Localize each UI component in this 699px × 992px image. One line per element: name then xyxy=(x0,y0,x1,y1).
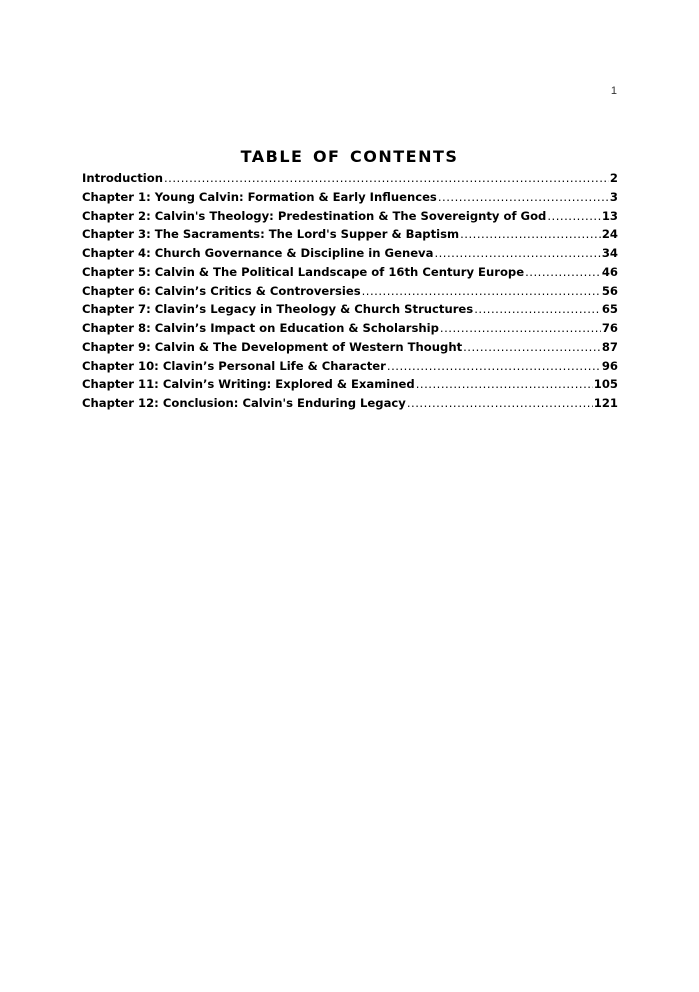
page-number: 1 xyxy=(610,85,617,97)
toc-entry-chapter-2[interactable] xyxy=(82,209,618,228)
toc-entry-chapter-5[interactable] xyxy=(82,265,618,284)
toc-entry-label: Chapter 10: Clavin’s Personal Life & Character xyxy=(82,358,386,373)
toc-dot-leader xyxy=(460,227,601,241)
toc-entry-page: 87 xyxy=(601,339,618,354)
toc-dot-leader xyxy=(438,190,609,204)
toc-entry-page: 2 xyxy=(609,171,618,185)
toc-entry-chapter-11[interactable] xyxy=(82,377,618,396)
toc-entry-chapter-10[interactable] xyxy=(82,359,618,378)
toc-entry-page: 13 xyxy=(601,208,618,223)
toc-entry-chapter-9[interactable] xyxy=(82,340,618,359)
toc-entry-chapter-7[interactable] xyxy=(82,302,618,321)
toc-entry-page: 121 xyxy=(593,396,618,410)
toc-entry-label: Introduction xyxy=(82,171,163,185)
toc-entry-page: 65 xyxy=(601,302,618,317)
toc-entry-chapter-6[interactable] xyxy=(82,284,618,303)
toc-entry-page: 24 xyxy=(601,227,618,242)
toc-dot-leader xyxy=(362,284,601,298)
toc-entry-label: Chapter 12: Conclusion: Calvin's Enduring Legacy xyxy=(82,396,406,410)
toc-entry-chapter-8[interactable] xyxy=(82,321,618,340)
toc-entry-chapter-3[interactable] xyxy=(82,227,618,246)
toc-dot-leader xyxy=(440,321,601,335)
toc-dot-leader xyxy=(164,171,609,185)
toc-entry-label: Chapter 7: Clavin’s Legacy in Theology & Church Structures xyxy=(82,302,474,317)
toc-entry-introduction[interactable] xyxy=(82,171,618,190)
toc-entry-page: 96 xyxy=(601,358,618,373)
toc-list xyxy=(82,171,618,415)
toc-entry-label: Chapter 11: Calvin’s Writing: Explored & Examined xyxy=(82,377,415,392)
toc-entry-label: Chapter 9: Calvin & The Development of Western Thought xyxy=(82,339,463,354)
toc-entry-label: Chapter 5: Calvin & The Political Landscape of 16th Century Europe xyxy=(82,264,525,279)
toc-dot-leader xyxy=(547,209,601,223)
toc-dot-leader xyxy=(525,265,601,279)
toc-entry-label: Chapter 8: Calvin’s Impact on Education & Scholarship xyxy=(82,321,439,335)
toc-entry-label: Chapter 2: Calvin's Theology: Predestination & The Sovereignty of God xyxy=(82,208,547,223)
toc-dot-leader xyxy=(407,396,593,410)
toc-dot-leader xyxy=(416,377,593,391)
toc-entry-page: 56 xyxy=(601,283,618,298)
toc-entry-label: Chapter 3: The Sacraments: The Lord's Supper & Baptism xyxy=(82,227,460,242)
toc-entry-page: 105 xyxy=(593,377,618,392)
toc-entry-chapter-4[interactable] xyxy=(82,246,618,265)
toc-dot-leader xyxy=(463,340,601,354)
toc-entry-page: 76 xyxy=(601,321,618,335)
toc-dot-leader xyxy=(387,359,601,373)
toc-entry-page: 3 xyxy=(609,189,618,204)
toc-dot-leader xyxy=(434,246,600,260)
toc-entry-chapter-12[interactable] xyxy=(82,396,618,415)
toc-entry-page: 34 xyxy=(601,246,618,260)
toc-heading: table of contents xyxy=(240,142,459,168)
toc-entry-chapter-1[interactable] xyxy=(82,190,618,209)
toc-dot-leader xyxy=(474,302,601,316)
toc-entry-label: Chapter 1: Young Calvin: Formation & Early Influences xyxy=(82,189,437,204)
toc-entry-label: Chapter 6: Calvin’s Critics & Controversies xyxy=(82,283,361,298)
toc-entry-page: 46 xyxy=(601,264,618,279)
toc-entry-label: Chapter 4: Church Governance & Discipline in Geneva xyxy=(82,246,434,260)
